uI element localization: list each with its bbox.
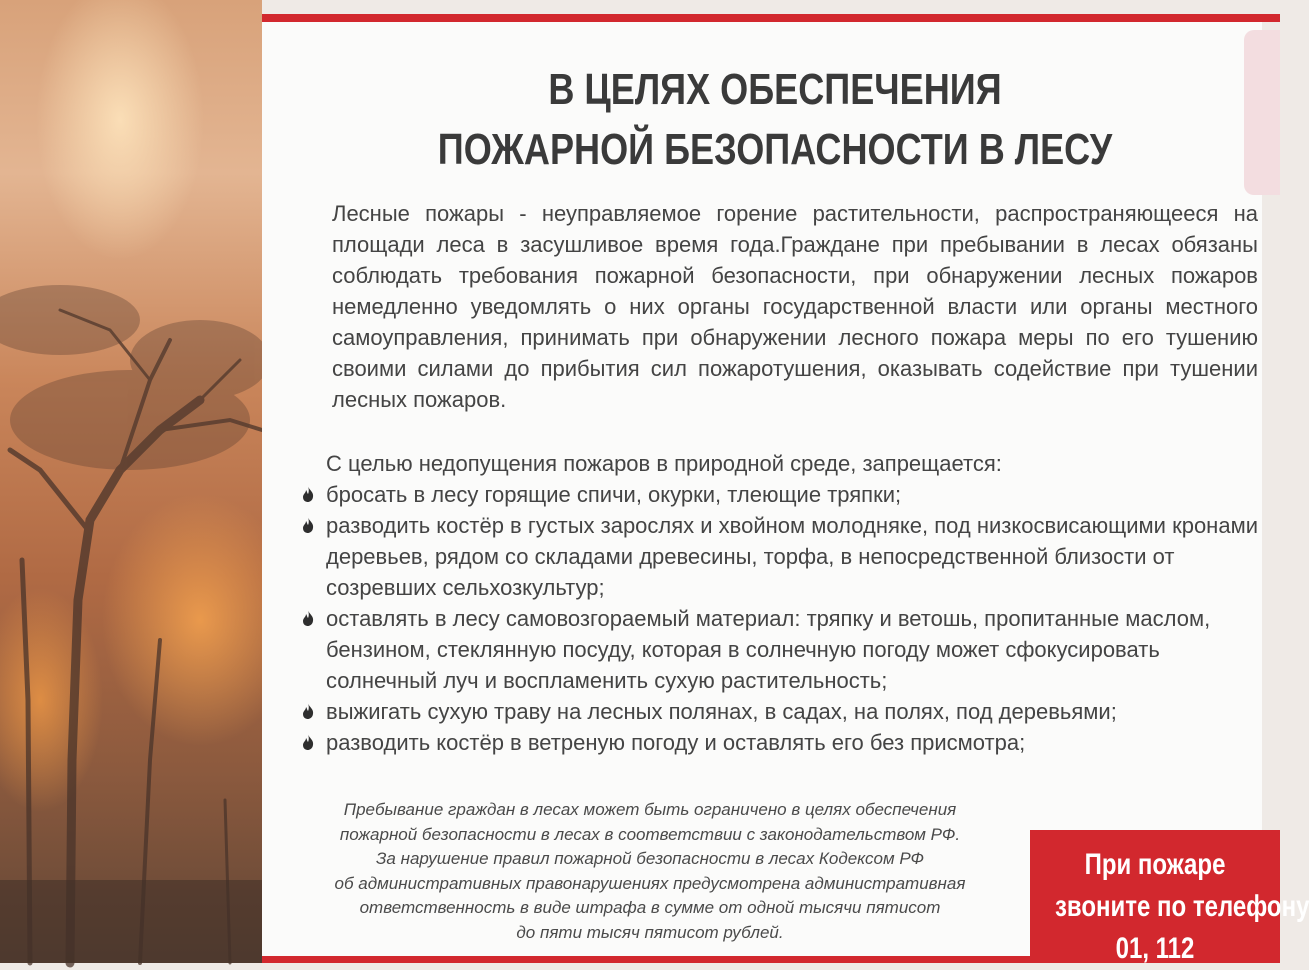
title-line-1: В ЦЕЛЯХ ОБЕСПЕЧЕНИЯ (548, 65, 1002, 114)
flame-icon (300, 516, 316, 534)
note-line: пожарной безопасности в лесах в соответствии с законодательством РФ. (339, 824, 961, 844)
call-line-1: При пожаре (1084, 848, 1226, 881)
emergency-call-box (1030, 830, 1309, 965)
note-line: За нарушение правил пожарной безопасности в лесах Кодексом РФ (375, 849, 925, 868)
flame-icon (300, 609, 316, 627)
top-red-stripe (262, 14, 1280, 22)
poster-title (410, 60, 1140, 180)
intro-paragraph: Лесные пожары - неуправляемое горение растительности, распространяющееся на площади леса в засушливое время года.Граждане при пребывании в лесах обязаны соблюдать требования пожарной безопасности, при обнаружении лесных пожаров немедленно уведомлять о них органы государственной власти или органы местного самоуправления, принимать при обнаружении лесного пожара меры по его тушению своими силами до прибытия сил пожаротушения, оказывать содействие при тушении лесных пожаров. (332, 201, 1258, 412)
call-line-2: звоните по телефону (1055, 890, 1309, 923)
legal-note (270, 798, 1030, 945)
note-line: Пребывание граждан в лесах может быть ограничено в целях обеспечения (343, 800, 957, 819)
title-line-2: ПОЖАРНОЙ БЕЗОПАСНОСТИ В ЛЕСУ (437, 125, 1113, 174)
flame-icon (300, 733, 316, 751)
list-item (300, 510, 1262, 603)
note-line: ответственность в виде штрафа в сумме от одной тысячи пятисот (359, 898, 941, 917)
list-item-text: оставлять в лесу самовозгораемый материал: тряпку и ветошь, пропитанные маслом, бензином, стеклянную посуду, которая в солнечную погоду может сфокусировать солнечный луч и воспламенить сухую растительность; (326, 606, 1211, 693)
list-item (300, 696, 1262, 727)
flame-icon (300, 485, 316, 503)
forest-fire-photo (0, 0, 262, 963)
page-edge-tab (1244, 30, 1280, 195)
list-item (300, 603, 1262, 696)
list-item-text: выжигать сухую траву на лесных полянах, в садах, на полях, под деревьями; (326, 699, 1117, 724)
list-item (300, 479, 1262, 510)
call-numbers: 01, 112 (1115, 932, 1195, 965)
prohibitions-list (300, 479, 1262, 758)
note-line: до пяти тысяч пятисот рублей. (516, 922, 784, 942)
note-line: об административных правонарушениях предусмотрена административная (334, 873, 966, 893)
list-item-text: разводить костёр в ветреную погоду и оставлять его без присмотра; (326, 730, 1026, 755)
list-item (300, 727, 1262, 758)
flame-icon (300, 702, 316, 720)
tree-silhouettes (0, 0, 262, 963)
prohibitions-lead: С целью недопущения пожаров в природной среде, запрещается: (326, 451, 1002, 476)
list-item-text: бросать в лесу горящие спичи, окурки, тлеющие тряпки; (326, 482, 902, 507)
list-item-text: разводить костёр в густых зарослях и хвойном молодняке, под низкосвисающими кронами деревьев, рядом со складами древесины, торфа, в непосредственной близости от созревших сельхозкультур; (326, 513, 1258, 600)
